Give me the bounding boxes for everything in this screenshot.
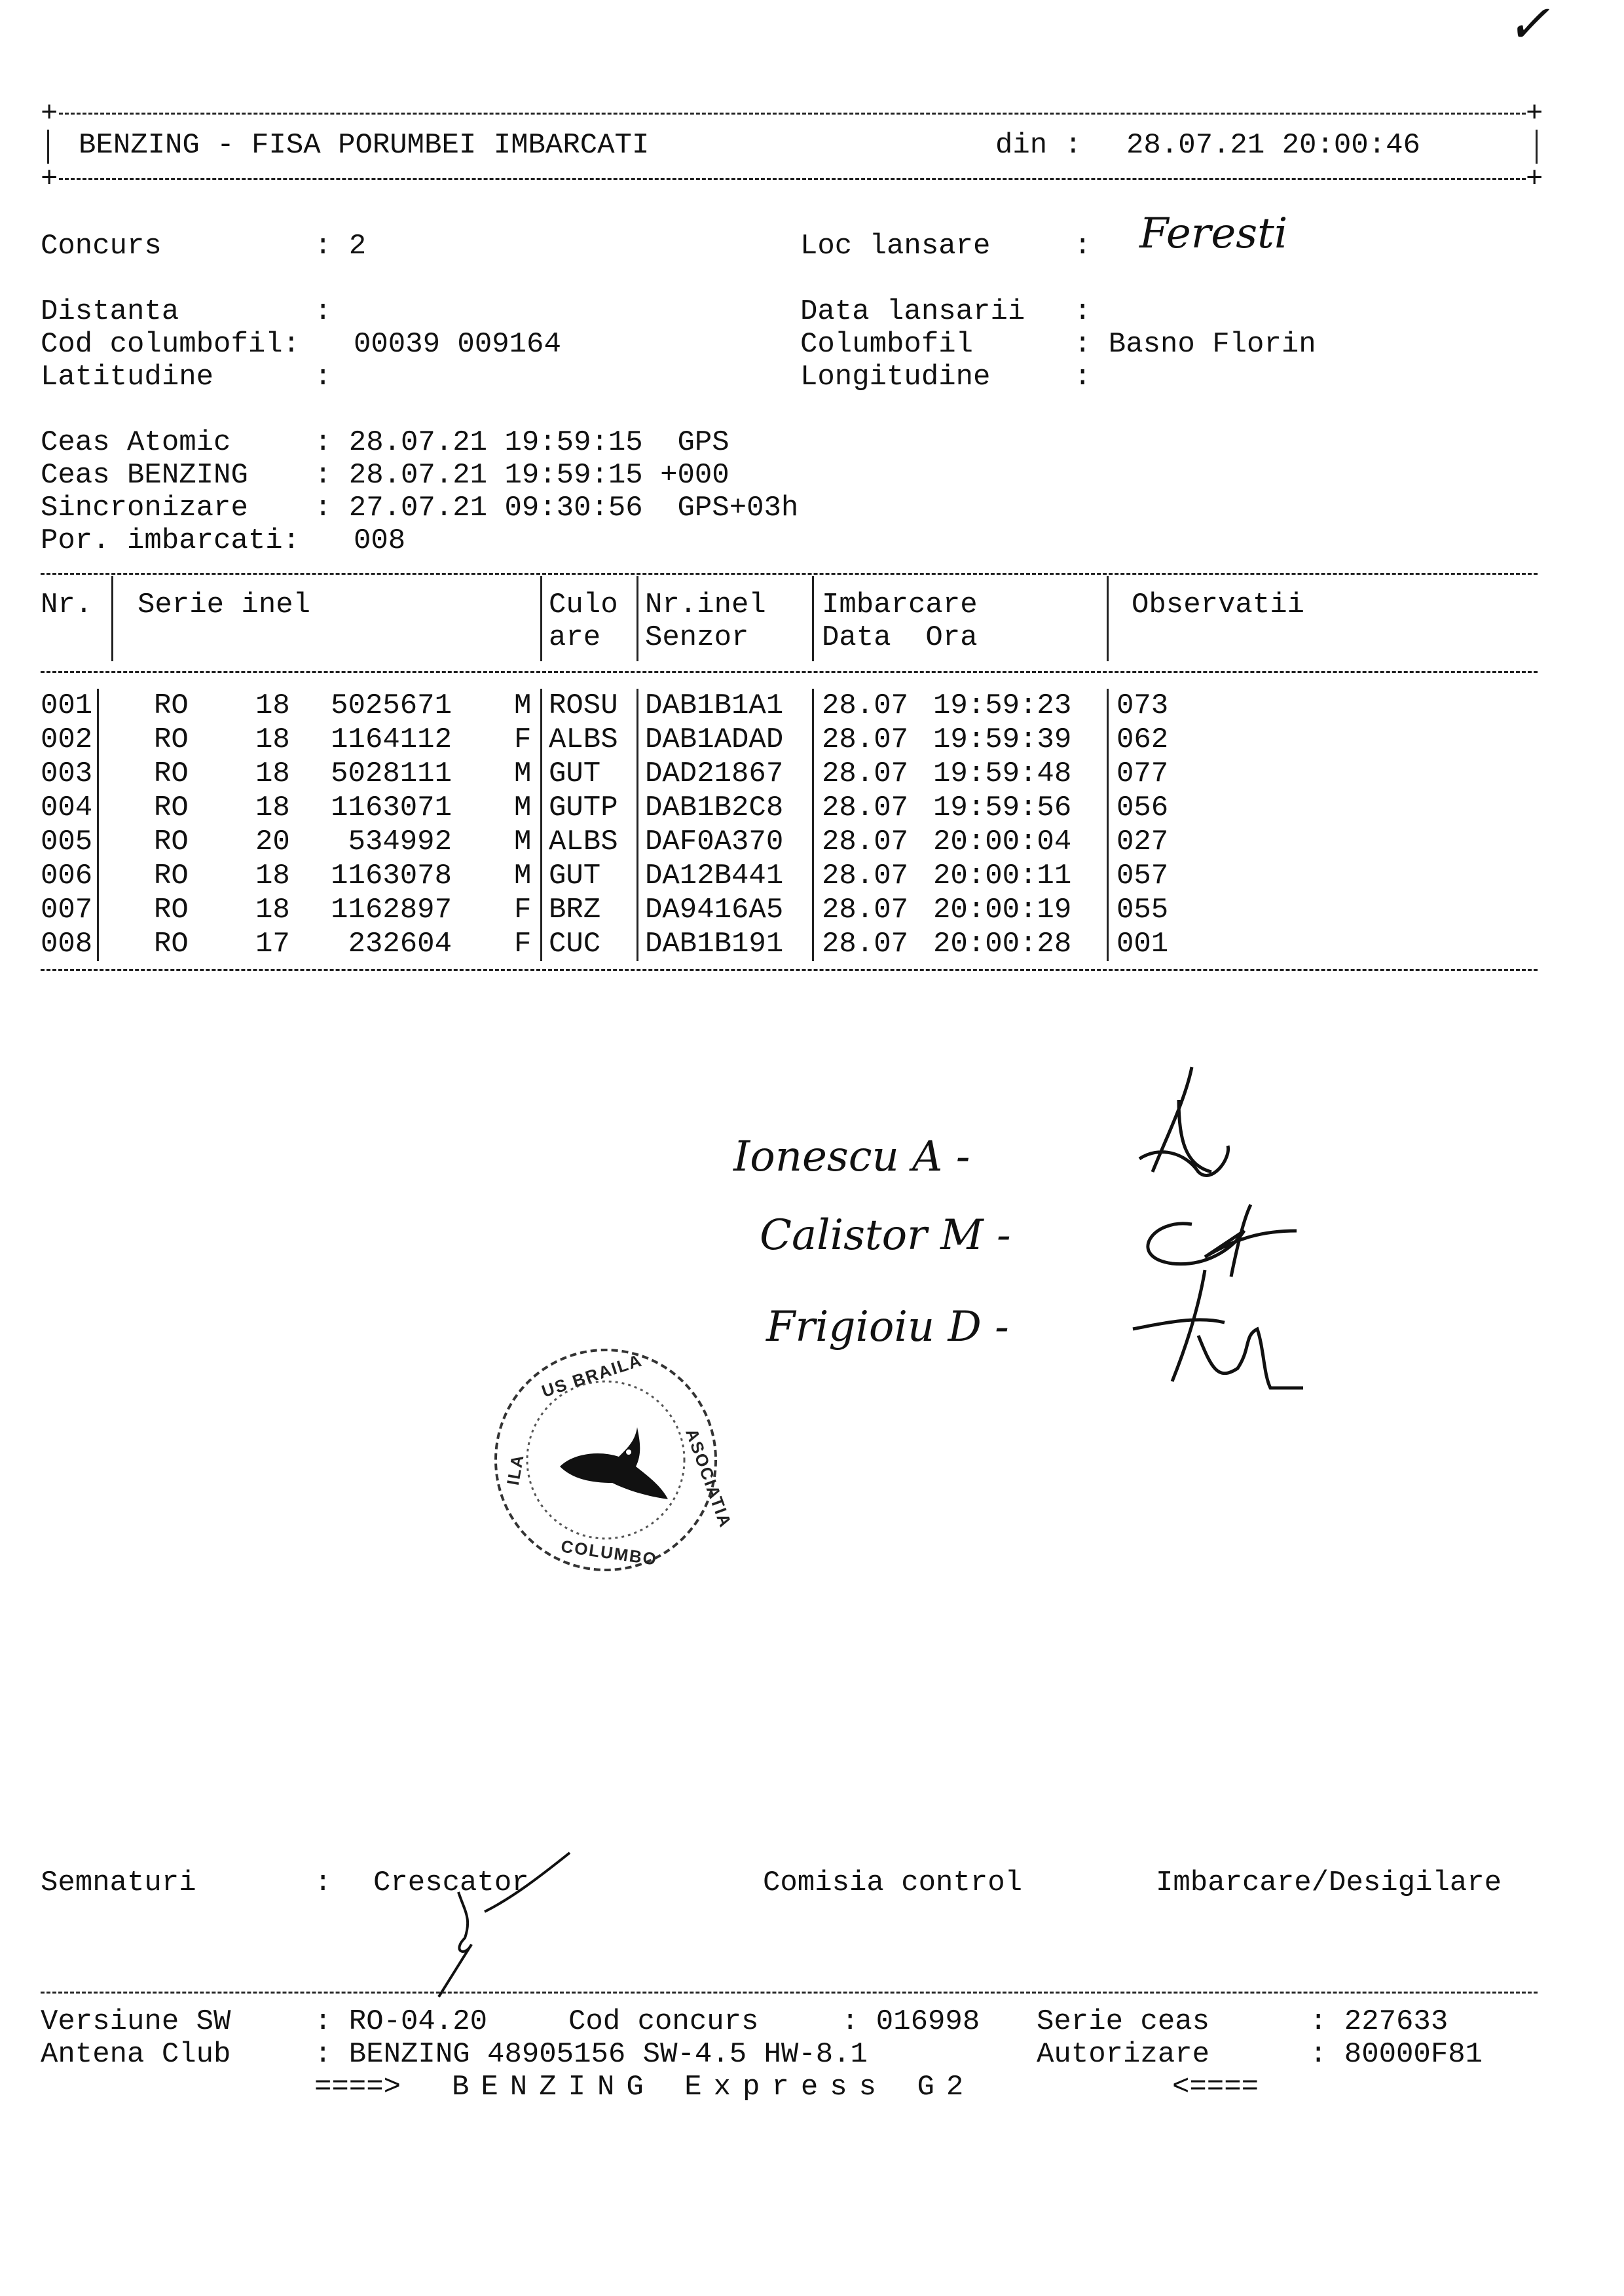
row-divider — [1107, 825, 1109, 859]
crescator-label: Crescator — [373, 1867, 529, 1899]
col-header-nrinel-1: Nr.inel — [645, 589, 766, 621]
serie-ceas-label: Serie ceas — [1037, 2005, 1210, 2038]
header-box-top-border — [59, 113, 1526, 115]
table-cell-date: 28.07 — [822, 826, 909, 858]
row-divider — [812, 757, 814, 791]
table-cell-color: CUC — [549, 928, 601, 960]
table-cell-sensor: DAB1ADAD — [645, 723, 784, 756]
table-cell-color: GUT — [549, 757, 601, 790]
header-divider-4 — [812, 576, 814, 661]
table-cell-year: 18 — [255, 894, 290, 926]
row-divider — [97, 689, 99, 723]
table-cell-color: ALBS — [549, 723, 618, 756]
signature-2 — [1148, 1205, 1297, 1277]
row-divider — [1107, 927, 1109, 961]
table-cell-time: 19:59:56 — [933, 792, 1072, 824]
table-cell-nr: 006 — [41, 860, 93, 892]
stamp-text-left: ILA — [502, 1452, 528, 1487]
cod-concurs-label: Cod concurs — [568, 2005, 759, 2038]
table-bottom-separator — [41, 969, 1538, 971]
table-cell-nr: 002 — [41, 723, 93, 756]
table-cell-sex: F — [514, 723, 532, 756]
table-cell-sex: M — [514, 860, 532, 892]
row-divider — [812, 825, 814, 859]
stamp-text-top: US BRAILA — [539, 1350, 645, 1402]
data-lansarii-value: : — [1074, 295, 1092, 328]
table-cell-sex: M — [514, 757, 532, 790]
row-divider — [1107, 893, 1109, 927]
table-cell-date: 28.07 — [822, 860, 909, 892]
table-cell-ring: 1163078 — [331, 860, 452, 892]
row-divider — [812, 927, 814, 961]
table-cell-sex: M — [514, 792, 532, 824]
table-cell-sensor: DAB1B191 — [645, 928, 784, 960]
row-divider — [637, 859, 638, 893]
association-stamp — [488, 1342, 736, 1578]
row-divider — [97, 791, 99, 825]
col-header-nr: Nr. — [41, 589, 93, 621]
table-cell-year: 17 — [255, 928, 290, 960]
versiune-sw-label: Versiune SW — [41, 2005, 231, 2038]
signature-3 — [1133, 1270, 1303, 1388]
distanta-value: : — [314, 295, 332, 328]
autorizare-value: : 80000F81 — [1310, 2038, 1483, 2071]
table-cell-country: RO — [154, 792, 189, 824]
comisia-control-label: Comisia control — [763, 1867, 1023, 1899]
table-cell-year: 18 — [255, 723, 290, 756]
row-divider — [1107, 689, 1109, 723]
header-box-bottom-plus-left: + — [41, 163, 58, 196]
signature-1 — [1139, 1067, 1228, 1175]
table-cell-nr: 008 — [41, 928, 93, 960]
express-arrow-left: ====> — [314, 2071, 401, 2104]
row-divider — [637, 689, 638, 723]
ceas-atomic-label: Ceas Atomic — [41, 426, 231, 459]
longitudine-value: : — [1074, 361, 1092, 393]
row-divider — [1107, 723, 1109, 757]
table-cell-ring: 1164112 — [331, 723, 452, 756]
distanta-label: Distanta — [41, 295, 179, 328]
table-cell-obs: 062 — [1116, 723, 1169, 756]
row-divider — [812, 689, 814, 723]
sincronizare-value: : 27.07.21 09:30:56 GPS+03h — [314, 492, 799, 524]
row-divider — [637, 893, 638, 927]
table-cell-year: 18 — [255, 860, 290, 892]
header-divider-1 — [111, 576, 113, 661]
check-mark: ✓ — [1506, 0, 1551, 54]
col-header-serie: Serie inel — [138, 589, 311, 621]
table-cell-time: 20:00:11 — [933, 860, 1072, 892]
table-cell-nr: 001 — [41, 689, 93, 722]
row-divider — [1107, 757, 1109, 791]
footer-separator — [41, 1992, 1538, 1994]
header-divider-5 — [1107, 576, 1109, 661]
table-cell-time: 19:59:48 — [933, 757, 1072, 790]
ceas-atomic-value: : 28.07.21 19:59:15 GPS — [314, 426, 729, 459]
table-cell-obs: 057 — [1116, 860, 1169, 892]
row-divider — [540, 825, 542, 859]
loc-lansare-colon: : — [1074, 230, 1092, 263]
row-divider — [637, 757, 638, 791]
row-divider — [637, 723, 638, 757]
table-cell-ring: 1162897 — [331, 894, 452, 926]
latitudine-label: Latitudine — [41, 361, 214, 393]
table-top-separator — [41, 573, 1538, 575]
concurs-value: : 2 — [314, 230, 367, 263]
col-header-observatii: Observatii — [1132, 589, 1305, 621]
crescator-signature — [406, 1846, 576, 2003]
table-cell-obs: 077 — [1116, 757, 1169, 790]
table-cell-date: 28.07 — [822, 792, 909, 824]
table-cell-date: 28.07 — [822, 928, 909, 960]
header-divider-2 — [540, 576, 542, 661]
row-divider — [97, 757, 99, 791]
table-cell-sensor: DAD21867 — [645, 757, 784, 790]
table-cell-country: RO — [154, 689, 189, 722]
table-cell-time: 20:00:28 — [933, 928, 1072, 960]
table-cell-time: 20:00:04 — [933, 826, 1072, 858]
table-cell-sensor: DAB1B1A1 — [645, 689, 784, 722]
row-divider — [540, 859, 542, 893]
row-divider — [97, 723, 99, 757]
row-divider — [97, 825, 99, 859]
header-box-bottom-border — [59, 178, 1526, 180]
por-imbarcati-label: Por. imbarcati: — [41, 524, 301, 557]
row-divider — [1107, 859, 1109, 893]
cod-columbofil-value: 00039 009164 — [354, 328, 561, 361]
benzing-express-banner: BENZING Express G2 — [452, 2071, 976, 2104]
table-cell-country: RO — [154, 723, 189, 756]
table-cell-nr: 007 — [41, 894, 93, 926]
loc-lansare-handwritten: Feresti — [1139, 210, 1288, 258]
table-cell-color: ROSU — [549, 689, 618, 722]
columbofil-value: : Basno Florin — [1074, 328, 1316, 361]
loc-lansare-label: Loc lansare — [800, 230, 991, 263]
header-date-value: 28.07.21 20:00:46 — [1126, 129, 1420, 162]
por-imbarcati-value: 008 — [354, 524, 406, 557]
row-divider — [637, 825, 638, 859]
table-cell-obs: 055 — [1116, 894, 1169, 926]
antena-club-value: : BENZING 48905156 SW-4.5 HW-8.1 — [314, 2038, 868, 2071]
table-cell-ring: 1163071 — [331, 792, 452, 824]
row-divider — [97, 893, 99, 927]
table-cell-obs: 056 — [1116, 792, 1169, 824]
ceas-benzing-value: : 28.07.21 19:59:15 +000 — [314, 459, 729, 492]
table-cell-sex: M — [514, 689, 532, 722]
header-box-right-border — [1536, 130, 1538, 164]
table-cell-date: 28.07 — [822, 723, 909, 756]
row-divider — [97, 927, 99, 961]
cod-concurs-value: : 016998 — [841, 2005, 980, 2038]
handwritten-name-1: Ionescu A - — [733, 1133, 970, 1181]
table-cell-sex: F — [514, 894, 532, 926]
table-cell-sex: F — [514, 928, 532, 960]
col-header-imbarcare-2: Data Ora — [822, 621, 978, 654]
row-divider — [540, 689, 542, 723]
handwritten-name-2: Calistor M - — [760, 1211, 1011, 1260]
latitudine-value: : — [314, 361, 332, 393]
table-cell-time: 20:00:19 — [933, 894, 1072, 926]
table-cell-sensor: DAF0A370 — [645, 826, 784, 858]
header-date-label: din : — [995, 129, 1082, 162]
table-cell-ring: 5028111 — [331, 757, 452, 790]
col-header-culoare-2: are — [549, 621, 601, 654]
table-cell-nr: 003 — [41, 757, 93, 790]
col-header-culoare-1: Culo — [549, 589, 618, 621]
header-divider-3 — [637, 576, 638, 661]
header-box-left-border — [47, 130, 49, 164]
table-cell-country: RO — [154, 757, 189, 790]
table-cell-country: RO — [154, 928, 189, 960]
col-header-nrinel-2: Senzor — [645, 621, 749, 654]
table-cell-obs: 027 — [1116, 826, 1169, 858]
row-divider — [637, 791, 638, 825]
table-cell-year: 18 — [255, 792, 290, 824]
table-cell-nr: 004 — [41, 792, 93, 824]
row-divider — [540, 757, 542, 791]
table-cell-nr: 005 — [41, 826, 93, 858]
imbarcare-desigilare-label: Imbarcare/Desigilare — [1156, 1867, 1502, 1899]
table-cell-color: GUTP — [549, 792, 618, 824]
row-divider — [540, 893, 542, 927]
row-divider — [812, 893, 814, 927]
table-cell-country: RO — [154, 894, 189, 926]
row-divider — [540, 791, 542, 825]
handwritten-name-3: Frigioiu D - — [766, 1303, 1009, 1351]
header-box-top-plus-right: + — [1526, 98, 1543, 130]
row-divider — [540, 927, 542, 961]
table-cell-year: 18 — [255, 689, 290, 722]
antena-club-label: Antena Club — [41, 2038, 231, 2071]
concurs-label: Concurs — [41, 230, 162, 263]
commission-signatures — [1113, 1061, 1375, 1401]
row-divider — [540, 723, 542, 757]
longitudine-label: Longitudine — [800, 361, 991, 393]
header-box-top-plus-left: + — [41, 98, 58, 130]
semnaturi-label: Semnaturi — [41, 1867, 196, 1899]
row-divider — [97, 859, 99, 893]
table-cell-ring: 534992 — [348, 826, 452, 858]
semnaturi-colon: : — [314, 1867, 332, 1899]
table-cell-country: RO — [154, 860, 189, 892]
table-cell-time: 19:59:39 — [933, 723, 1072, 756]
col-header-imbarcare-1: Imbarcare — [822, 589, 978, 621]
table-header-separator — [41, 671, 1538, 673]
table-cell-color: ALBS — [549, 826, 618, 858]
table-cell-color: GUT — [549, 860, 601, 892]
columbofil-label: Columbofil — [800, 328, 974, 361]
stamp-text-right: ASOCIATIA — [682, 1425, 736, 1531]
table-cell-sensor: DA12B441 — [645, 860, 784, 892]
serie-ceas-value: : 227633 — [1310, 2005, 1449, 2038]
data-lansarii-label: Data lansarii — [800, 295, 1025, 328]
row-divider — [812, 859, 814, 893]
sincronizare-label: Sincronizare — [41, 492, 248, 524]
table-cell-date: 28.07 — [822, 757, 909, 790]
table-cell-year: 20 — [255, 826, 290, 858]
row-divider — [812, 791, 814, 825]
row-divider — [812, 723, 814, 757]
autorizare-label: Autorizare — [1037, 2038, 1210, 2071]
table-cell-ring: 5025671 — [331, 689, 452, 722]
stamp-text-bottom: COLUMBO — [559, 1536, 659, 1569]
table-cell-date: 28.07 — [822, 894, 909, 926]
header-box-bottom-plus-right: + — [1526, 163, 1543, 196]
table-cell-country: RO — [154, 826, 189, 858]
table-cell-time: 19:59:23 — [933, 689, 1072, 722]
pigeon-icon — [560, 1427, 668, 1499]
express-arrow-right: <==== — [1172, 2071, 1259, 2104]
versiune-sw-value: : RO-04.20 — [314, 2005, 488, 2038]
table-cell-ring: 232604 — [348, 928, 452, 960]
table-cell-color: BRZ — [549, 894, 601, 926]
table-cell-sensor: DAB1B2C8 — [645, 792, 784, 824]
table-cell-sex: M — [514, 826, 532, 858]
header-title: BENZING - FISA PORUMBEI IMBARCATI — [79, 129, 650, 162]
row-divider — [637, 927, 638, 961]
table-cell-date: 28.07 — [822, 689, 909, 722]
row-divider — [1107, 791, 1109, 825]
cod-columbofil-label: Cod columbofil: — [41, 328, 301, 361]
table-cell-year: 18 — [255, 757, 290, 790]
ceas-benzing-label: Ceas BENZING — [41, 459, 248, 492]
table-cell-sensor: DA9416A5 — [645, 894, 784, 926]
table-cell-obs: 001 — [1116, 928, 1169, 960]
table-cell-obs: 073 — [1116, 689, 1169, 722]
